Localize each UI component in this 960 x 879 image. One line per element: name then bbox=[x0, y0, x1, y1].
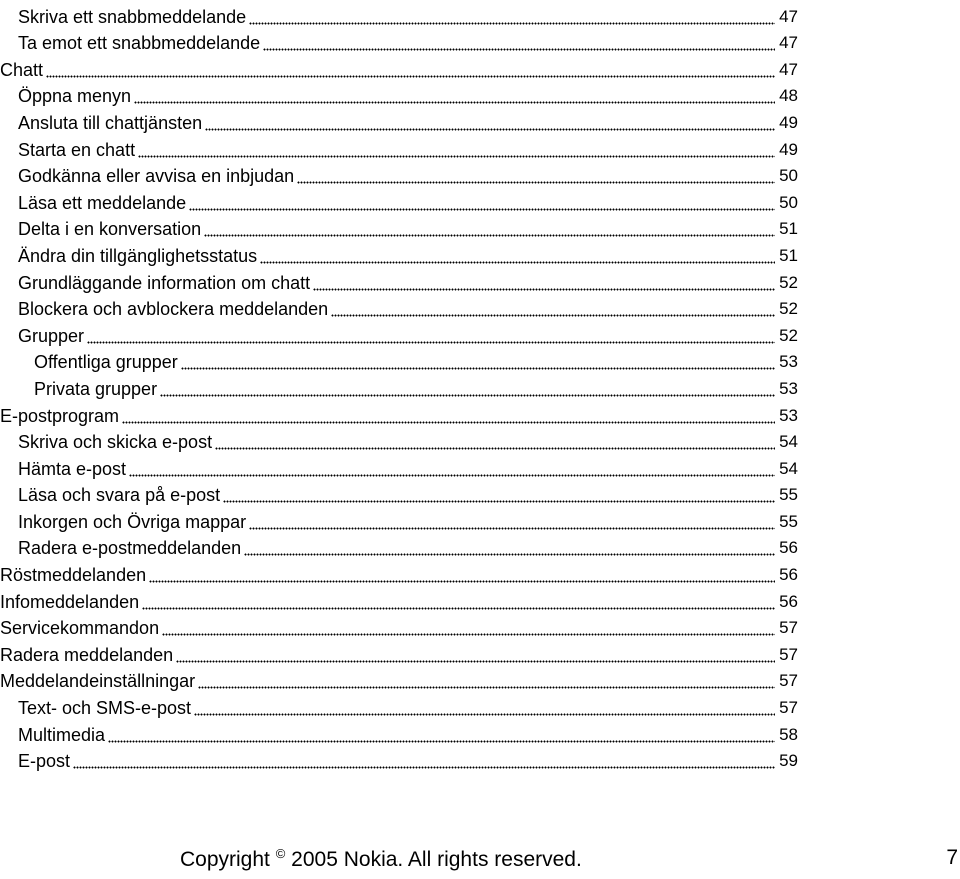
toc-entry-page: 51 bbox=[779, 219, 798, 239]
toc-entry[interactable] bbox=[0, 239, 798, 266]
dot-leader bbox=[129, 459, 775, 479]
toc-entry-page: 51 bbox=[779, 245, 798, 265]
toc-entry-title: Starta en chatt bbox=[18, 139, 136, 160]
toc-entry-title: Grupper bbox=[18, 325, 85, 346]
toc-entry-title: Ta emot ett snabbmeddelande bbox=[18, 33, 261, 54]
toc-entry[interactable] bbox=[0, 80, 798, 107]
dot-leader bbox=[142, 592, 775, 612]
toc-entry-page: 57 bbox=[779, 618, 798, 638]
toc-entry-title: Ändra din tillgänglighetsstatus bbox=[18, 245, 258, 266]
toc-entry-title: Infomeddelanden bbox=[0, 591, 140, 612]
toc-entry-title: Skriva och skicka e-post bbox=[18, 432, 213, 453]
toc-entry[interactable] bbox=[0, 133, 798, 160]
dot-leader bbox=[181, 352, 775, 372]
toc-entry-page: 50 bbox=[779, 166, 798, 186]
toc-entry-title: Blockera och avblockera meddelanden bbox=[18, 299, 329, 320]
page-footer bbox=[180, 846, 960, 876]
dot-leader bbox=[46, 60, 775, 80]
toc-entry[interactable] bbox=[0, 0, 798, 27]
toc-entry[interactable] bbox=[0, 532, 798, 559]
dot-leader bbox=[204, 219, 775, 239]
toc-entry-title: E-post bbox=[18, 751, 71, 772]
toc-entry-page: 54 bbox=[779, 458, 798, 478]
toc-entry-title: Meddelandeinställningar bbox=[0, 671, 196, 692]
toc-entry[interactable] bbox=[0, 691, 798, 718]
dot-leader bbox=[189, 193, 775, 213]
toc-entry-title: Radera meddelanden bbox=[0, 644, 174, 665]
toc-entry-title: Läsa ett meddelande bbox=[18, 192, 187, 213]
toc-entry-page: 57 bbox=[779, 644, 798, 664]
toc-entry-page: 52 bbox=[779, 299, 798, 319]
toc-entry-title: Hämta e-post bbox=[18, 458, 127, 479]
copyright-notice bbox=[180, 846, 582, 872]
dot-leader bbox=[149, 565, 775, 585]
toc-entry-page: 48 bbox=[779, 86, 798, 106]
toc-entry[interactable] bbox=[0, 718, 798, 745]
toc-entry[interactable] bbox=[0, 186, 798, 213]
toc-entry-title: Öppna menyn bbox=[18, 86, 132, 107]
dot-leader bbox=[223, 485, 775, 505]
toc-entry[interactable] bbox=[0, 452, 798, 479]
toc-entry[interactable] bbox=[0, 293, 798, 320]
toc-entry[interactable] bbox=[0, 426, 798, 453]
dot-leader bbox=[176, 645, 775, 665]
toc-entry[interactable] bbox=[0, 27, 798, 54]
toc-entry[interactable] bbox=[0, 213, 798, 240]
toc-entry-page: 47 bbox=[779, 33, 798, 53]
toc-entry-title: Inkorgen och Övriga mappar bbox=[18, 511, 247, 532]
toc-entry-title: Läsa och svara på e-post bbox=[18, 485, 221, 506]
toc-entry-page: 54 bbox=[779, 432, 798, 452]
toc-entry[interactable] bbox=[0, 505, 798, 532]
toc-entry-page: 56 bbox=[779, 565, 798, 585]
dot-leader bbox=[263, 33, 775, 53]
toc-entry-title: Ansluta till chattjänsten bbox=[18, 112, 203, 133]
toc-entry-title: Chatt bbox=[0, 59, 44, 80]
toc-entry-page: 52 bbox=[779, 272, 798, 292]
toc-entry-page: 49 bbox=[779, 139, 798, 159]
toc-entry-page: 53 bbox=[779, 352, 798, 372]
dot-leader bbox=[108, 725, 775, 745]
toc-entry-page: 53 bbox=[779, 378, 798, 398]
toc-entry-title: Skriva ett snabbmeddelande bbox=[18, 6, 247, 27]
toc-entry-page: 55 bbox=[779, 511, 798, 531]
toc-entry-page: 58 bbox=[779, 724, 798, 744]
toc-entry-page: 47 bbox=[779, 59, 798, 79]
toc-entry-page: 55 bbox=[779, 485, 798, 505]
toc-entry[interactable] bbox=[0, 346, 798, 373]
dot-leader bbox=[297, 166, 775, 186]
toc-entry[interactable] bbox=[0, 399, 798, 426]
toc-entry[interactable] bbox=[0, 53, 798, 80]
toc-entry[interactable] bbox=[0, 319, 798, 346]
toc-entry[interactable] bbox=[0, 665, 798, 692]
toc-entry[interactable] bbox=[0, 558, 798, 585]
dot-leader bbox=[138, 140, 775, 160]
toc-entry-title: E-postprogram bbox=[0, 405, 120, 426]
dot-leader bbox=[244, 538, 775, 558]
dot-leader bbox=[249, 512, 775, 532]
dot-leader bbox=[162, 618, 775, 638]
toc-entry-page: 57 bbox=[779, 698, 798, 718]
toc-entry[interactable] bbox=[0, 612, 798, 639]
dot-leader bbox=[260, 246, 775, 266]
toc-entry-title: Röstmeddelanden bbox=[0, 565, 147, 586]
copyright-prefix: Copyright bbox=[180, 848, 270, 871]
toc-entry-page: 47 bbox=[779, 6, 798, 26]
toc-entry-title: Text- och SMS-e-post bbox=[18, 698, 192, 719]
toc-entry-page: 50 bbox=[779, 192, 798, 212]
toc-entry[interactable] bbox=[0, 638, 798, 665]
dot-leader bbox=[198, 671, 775, 691]
toc-entry-title: Servicekommandon bbox=[0, 618, 160, 639]
toc-entry-title: Delta i en konversation bbox=[18, 219, 202, 240]
toc-entry-title: Radera e-postmeddelanden bbox=[18, 538, 242, 559]
toc-entry-title: Multimedia bbox=[18, 724, 106, 745]
page-number: 7 bbox=[946, 846, 958, 869]
toc-entry-page: 57 bbox=[779, 671, 798, 691]
toc-entry[interactable] bbox=[0, 372, 798, 399]
toc-entry[interactable] bbox=[0, 585, 798, 612]
toc-entry-page: 52 bbox=[779, 325, 798, 345]
toc-entry[interactable] bbox=[0, 160, 798, 187]
toc-entry-title: Godkänna eller avvisa en inbjudan bbox=[18, 166, 295, 187]
toc-entry-page: 56 bbox=[779, 538, 798, 558]
dot-leader bbox=[73, 751, 775, 771]
toc-entry-page: 59 bbox=[779, 751, 798, 771]
dot-leader bbox=[205, 113, 775, 133]
toc-entry-title: Privata grupper bbox=[34, 378, 158, 399]
toc-entry[interactable] bbox=[0, 266, 798, 293]
toc-entry-page: 49 bbox=[779, 112, 798, 132]
dot-leader bbox=[215, 432, 775, 452]
toc-entry-page: 53 bbox=[779, 405, 798, 425]
dot-leader bbox=[313, 273, 775, 293]
toc-entry-title: Grundläggande information om chatt bbox=[18, 272, 311, 293]
dot-leader bbox=[249, 7, 775, 27]
copyright-symbol: © bbox=[275, 846, 286, 861]
toc-entry[interactable] bbox=[0, 479, 798, 506]
dot-leader bbox=[160, 379, 775, 399]
dot-leader bbox=[194, 698, 775, 718]
dot-leader bbox=[122, 406, 775, 426]
dot-leader bbox=[134, 86, 775, 106]
toc-entry[interactable] bbox=[0, 745, 798, 772]
toc-entry-page: 56 bbox=[779, 591, 798, 611]
toc-entry-title: Offentliga grupper bbox=[34, 352, 178, 373]
dot-leader bbox=[87, 326, 775, 346]
dot-leader bbox=[331, 299, 775, 319]
toc-entry[interactable] bbox=[0, 106, 798, 133]
copyright-text: 2005 Nokia. All rights reserved. bbox=[291, 848, 582, 871]
